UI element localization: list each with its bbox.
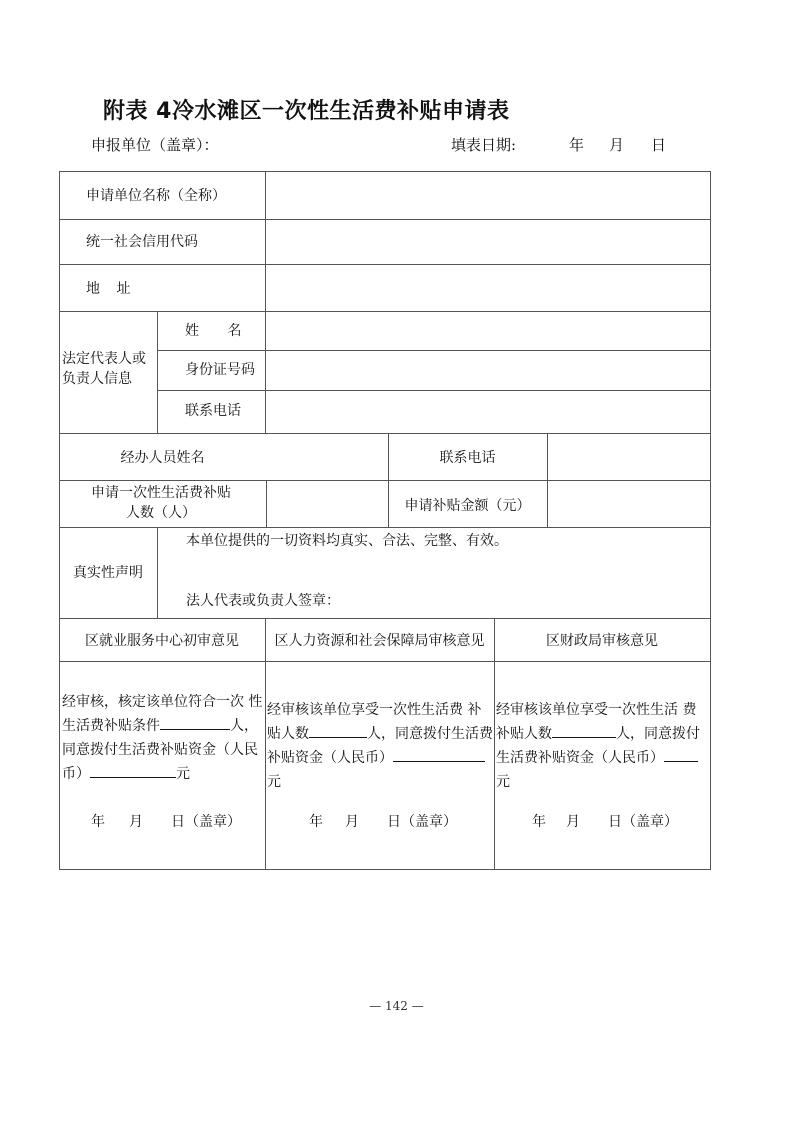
- authenticity-statement: 本单位提供的一切资料均真实、合法、完整、有效。: [186, 533, 508, 549]
- credit-code-label: 统一社会信用代码: [86, 234, 198, 250]
- review-header-hr-bureau: 区人力资源和社会保障局审核意见: [274, 633, 485, 649]
- rep-name-label: 姓 名: [185, 323, 242, 339]
- handler-name-label: 经办人员姓名: [120, 450, 205, 466]
- address-label: 地 址: [86, 281, 131, 297]
- table-border-right: [710, 171, 711, 870]
- table-line: [157, 350, 711, 351]
- amount-blank: [90, 763, 176, 778]
- date-field: [451, 134, 667, 155]
- table-line: [265, 171, 266, 433]
- table-line: [59, 219, 711, 220]
- table-border-left: [59, 171, 60, 870]
- table-line: [157, 311, 158, 433]
- review-header-employment-center: 区就业服务中心初审意见: [85, 633, 239, 649]
- amount-blank: [664, 747, 698, 762]
- table-line: [266, 480, 267, 527]
- table-line: [157, 390, 711, 391]
- applicant-count-label: 申请一次性生活费补贴人数（人）: [91, 485, 231, 521]
- year-label: 年: [569, 136, 585, 154]
- table-line: [157, 527, 158, 618]
- review-header-finance-bureau: 区财政局审核意见: [546, 633, 658, 649]
- table-line: [59, 264, 711, 265]
- legal-rep-group-label: 法定代表人或负责人信息: [62, 351, 146, 387]
- table-line: [59, 480, 711, 481]
- handler-phone-label: 联系电话: [439, 450, 496, 466]
- page-number: — 142 —: [369, 999, 424, 1013]
- unit-name-label: 申请单位名称（全称）: [86, 188, 226, 204]
- authenticity-label: 真实性声明: [73, 565, 143, 581]
- date-label: 填表日期:: [451, 136, 517, 154]
- table-line: [59, 661, 711, 662]
- unit-label: 申报单位（盖章）：: [91, 136, 219, 154]
- review-opinion-finance-bureau: 经审核该单位享受一次性生活 费 补贴人数 人，同意拨付 生活费补贴资金（人民币）元: [496, 702, 700, 790]
- table-line: [547, 433, 548, 527]
- count-blank: [552, 723, 616, 738]
- rep-phone-label: 联系电话: [185, 403, 241, 419]
- table-line: [59, 618, 711, 619]
- subsidy-amount-label: 申请补贴金额（元）: [404, 498, 531, 514]
- month-label: 月: [609, 136, 625, 154]
- table-border-top: [59, 171, 711, 172]
- table-line: [59, 433, 711, 434]
- count-blank: [309, 723, 367, 738]
- id-number-label: 身份证号码: [185, 362, 255, 378]
- signature-label: 法人代表或负责人签章：: [186, 593, 340, 609]
- count-blank: [160, 715, 230, 730]
- table-border-bottom: [59, 869, 711, 870]
- review-opinion-employment-center: 经审核，核定该单位符合一次 性 生活费补贴条件 人， 同意拨付生活费补贴资金（人民 币） 元: [62, 694, 263, 782]
- day-label: 日: [651, 136, 667, 154]
- review-opinion-hr-bureau: 经审核该单位享受一次性生活费 补 贴人数 人，同意拨付生活费 补贴资金（人民币）元: [267, 702, 493, 790]
- page-title: 附表 4冷水滩区一次性生活费补贴申请表: [103, 99, 510, 124]
- amount-blank: [393, 747, 485, 762]
